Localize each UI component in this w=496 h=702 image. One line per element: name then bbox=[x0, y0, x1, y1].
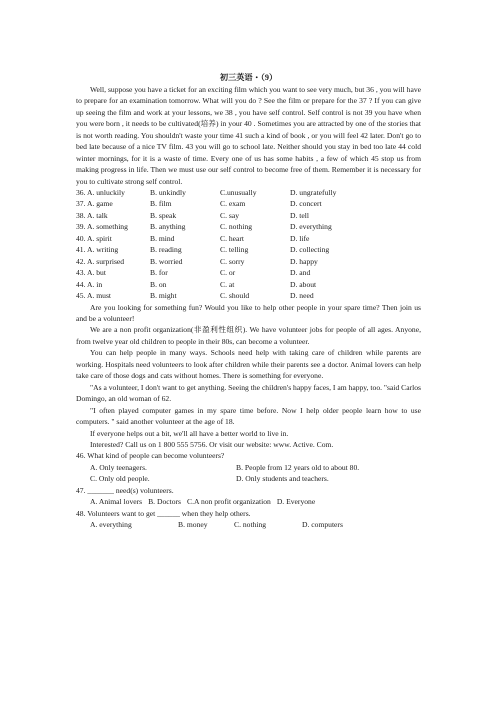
option-c: C.A non profit organization bbox=[187, 497, 271, 507]
cloze-passage: Well, suppose you have a ticket for an exciting film which you want to see very much, but 36 , you will have to prepare for an examination tomorrow. What will you do ? See the film or prepare for the 37 ? If you can give up seeing the film and work at your lessons, we 38 , you have self control. Self control is not 39 you have when you were born , it needs to be cultivated(培养) in your 40 . Sometimes you are attracted by one of the stories that is not worth reading. You shouldn't waste your time 41 such a kind of book , or you will feel 42 later. Don't go to bed late because of a nice TV film. 43 you will go to school late. Neither should you stay in bed too late 44 cold winter mornings, for it is a waste of time. Every one of us has some habits , a few of which 45 stop us from making progress in life. Then we must use our self control to become free of them. Remember it is necessary for you to cultivate strong self control. bbox=[76, 84, 421, 186]
option-row-42 bbox=[76, 256, 421, 267]
option-c: C. heart bbox=[220, 233, 245, 243]
option-b: B. People from 12 years old to about 80. bbox=[236, 462, 360, 472]
option-row-44 bbox=[76, 279, 421, 290]
option-b: B. mind bbox=[150, 233, 175, 243]
worksheet-page bbox=[76, 72, 421, 531]
option-a: A. Animal lovers bbox=[90, 497, 143, 507]
option-b: B. Doctors bbox=[148, 497, 182, 507]
option-d: D. need bbox=[290, 291, 314, 301]
page-title: 初三英语・（9） bbox=[219, 73, 278, 82]
option-a: 38. A. talk bbox=[76, 210, 108, 220]
option-c: C.unusually bbox=[220, 188, 257, 198]
option-d: D. life bbox=[290, 233, 310, 243]
option-row-36 bbox=[76, 187, 421, 198]
option-c: C. at bbox=[220, 279, 235, 289]
reading-paragraph: "I often played computer games in my spare time before. Now I help older people learn how to use computers. " said another volunteer at the age of 18. bbox=[76, 405, 421, 427]
option-c: C. nothing bbox=[220, 222, 253, 232]
option-b: B. speak bbox=[150, 210, 177, 220]
option-a: A. everything bbox=[90, 520, 132, 530]
option-c: C. say bbox=[220, 210, 239, 220]
option-row-37 bbox=[76, 198, 421, 209]
option-b: B. might bbox=[150, 291, 177, 301]
reading-paragraph: You can help people in many ways. Schools need help with taking care of children while parents are working. Hospitals need volunteers to look after children while their parents see a doctor. Animal lovers can help take care of those dogs and cats without homes. There is something for everyone. bbox=[76, 348, 421, 381]
reading-paragraph: Interested? Call us on 1 800 555 5756. Or visit our website: www. Active. Com. bbox=[90, 440, 334, 449]
question-47-options bbox=[76, 496, 421, 507]
option-c: C. sorry bbox=[220, 256, 245, 266]
question-46-options-cd bbox=[76, 473, 421, 484]
option-d: D. Only students and teachers. bbox=[236, 474, 329, 484]
reading-paragraph: "As a volunteer, I don't want to get anything. Seeing the children's happy faces, I am happy, too. "said Carlos Domingo, an old woman of 62. bbox=[76, 382, 421, 404]
cloze-options bbox=[76, 187, 421, 302]
option-c: C. telling bbox=[220, 245, 249, 255]
option-c: C. exam bbox=[220, 199, 246, 209]
option-row-41 bbox=[76, 244, 421, 255]
option-a: A. Only teenagers. bbox=[90, 462, 147, 472]
option-b: B. unkindly bbox=[150, 188, 186, 198]
option-d: D. concert bbox=[290, 199, 322, 209]
option-row-43 bbox=[76, 267, 421, 278]
option-b: B. anything bbox=[150, 222, 186, 232]
option-d: D. about bbox=[290, 279, 317, 289]
question-47-stem: 47. _______ need(s) volunteers. bbox=[76, 485, 174, 495]
question-48-stem: 48. Volunteers want to get ______ when they help others. bbox=[76, 508, 251, 518]
option-row-45 bbox=[76, 290, 421, 301]
option-a: 37. A. game bbox=[76, 199, 113, 209]
option-d: D. computers bbox=[302, 520, 343, 530]
option-b: B. worried bbox=[150, 256, 183, 266]
option-c: C. Only old people. bbox=[90, 474, 150, 484]
option-b: B. money bbox=[178, 520, 208, 530]
option-c: C. nothing bbox=[234, 520, 267, 530]
option-a: 43. A. but bbox=[76, 268, 106, 278]
option-row-40 bbox=[76, 233, 421, 244]
option-c: C. should bbox=[220, 291, 250, 301]
option-a: 41. A. writing bbox=[76, 245, 119, 255]
option-d: D. collecting bbox=[290, 245, 330, 255]
reading-paragraph: We are a non profit organization(非盈利性组织). We have volunteer jobs for people of all ages. Anyone, from twelve year old children to people in their 80s, can become a volunteer. bbox=[76, 325, 421, 346]
question-46-stem: 46. What kind of people can become volunteers? bbox=[76, 451, 225, 461]
option-row-38 bbox=[76, 210, 421, 221]
option-a: 44. A. in bbox=[76, 279, 103, 289]
reading-paragraph: If everyone helps out a bit, we'll all have a better world to live in. bbox=[90, 428, 289, 438]
option-a: 42. A. surprised bbox=[76, 256, 125, 266]
option-d: D. everything bbox=[290, 222, 332, 232]
option-d: D. Everyone bbox=[276, 497, 316, 507]
option-b: B. reading bbox=[150, 245, 182, 255]
option-b: B. film bbox=[150, 199, 172, 209]
option-a: 36. A. unluckily bbox=[76, 188, 125, 198]
option-d: D. happy bbox=[290, 256, 318, 266]
option-a: 45. A. must bbox=[76, 291, 112, 301]
reading-paragraph: Are you looking for something fun? Would you like to help other people in your spare time? Then join us and be a volunteer! bbox=[76, 302, 421, 324]
option-a: 39. A. something bbox=[76, 222, 128, 232]
question-46-options-ab bbox=[76, 462, 421, 473]
option-b: B. for bbox=[150, 268, 168, 278]
option-d: D. tell bbox=[290, 210, 309, 220]
option-d: D. and bbox=[290, 268, 311, 278]
option-c: C. or bbox=[220, 268, 236, 278]
option-d: D. ungratefully bbox=[290, 188, 337, 198]
option-row-39 bbox=[76, 221, 421, 232]
option-b: B. on bbox=[150, 279, 167, 289]
question-48-options bbox=[76, 519, 421, 530]
option-a: 40. A. spirit bbox=[76, 233, 112, 243]
